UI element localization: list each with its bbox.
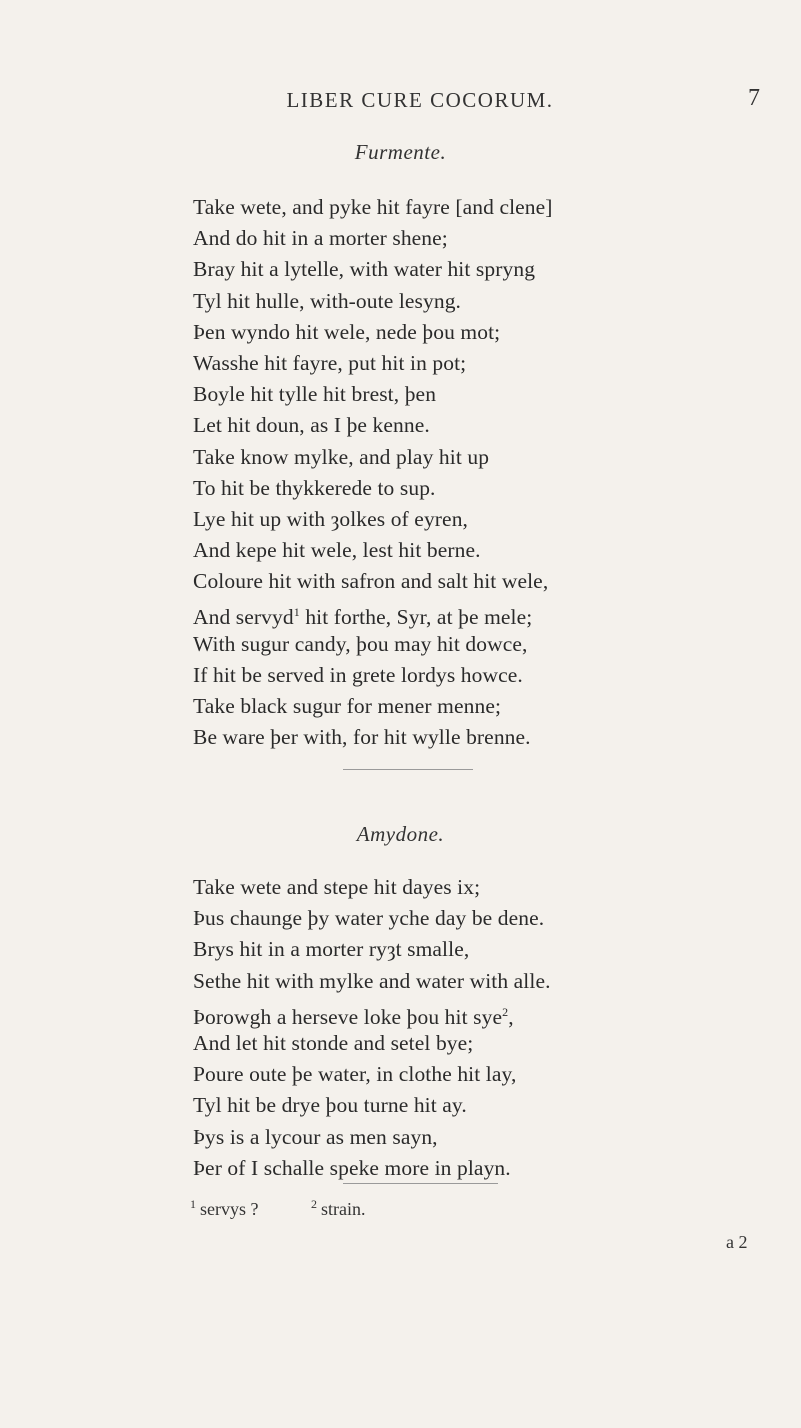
footnotes (190, 1197, 365, 1220)
verse-line-start: Þorowgh a herseve loke þou hit sye (193, 1004, 503, 1029)
verse-line: Take wete and stepe hit dayes ix; (193, 875, 481, 899)
verse-line-with-footnote (193, 597, 553, 628)
verse-line: To hit be thykkerede to sup. (193, 475, 436, 500)
verse-line: Þen wyndo hit wele, nede þou mot; (193, 319, 501, 344)
footnote-text: servys ? (200, 1199, 259, 1219)
verse-line: Lye hit up with ȝolkes of eyren, (193, 506, 469, 531)
verse-line: Take know mylke, and play hit up (193, 444, 490, 469)
verse-line: Wasshe hit fayre, put hit in pot; (193, 350, 467, 375)
verse-line: Bray hit a lytelle, with water hit spryng (193, 257, 536, 282)
recipe-title-furmente: Furmente. (354, 140, 447, 164)
verse-line: If hit be served in grete lordys howce. (193, 662, 523, 687)
footnote-rule (343, 1183, 498, 1184)
verse-line: With sugur candy, þou may hit dowce, (193, 631, 528, 656)
verse-line: Þus chaunge þy water yche day be dene. (193, 906, 545, 931)
verse-furmente (193, 192, 553, 753)
footnote-text: strain. (320, 1199, 366, 1219)
verse-line-start: And servyd (193, 605, 294, 630)
verse-line: Be ware þer with, for hit wylle brenne. (193, 725, 531, 750)
verse-line: Brys hit in a morter ryȝt smalle, (193, 937, 470, 962)
verse-line: Þys is a lycour as men sayn, (193, 1124, 438, 1149)
verse-line: And do hit in a morter shene; (193, 226, 448, 251)
verse-line: Sethe hit with mylke and water with alle. (193, 968, 551, 993)
verse-line-end: hit forthe, Syr, at þe mele; (299, 605, 533, 630)
footnote-mark: 1 (190, 1197, 196, 1211)
verse-line-with-footnote (193, 997, 551, 1028)
signature-mark: a 2 (726, 1232, 748, 1252)
verse-line: Tyl hit hulle, with-oute lesyng. (193, 288, 462, 313)
footnote-ref-1: 1 (293, 605, 300, 620)
verse-line: Let hit doun, as I þe kenne. (193, 413, 430, 438)
footnote-1 (190, 1197, 258, 1220)
running-head: LIBER CURE COCORUM. (286, 88, 554, 112)
verse-line: Þer of I schalle speke more in playn. (193, 1155, 511, 1180)
verse-line: Poure oute þe water, in clothe hit lay, (193, 1062, 517, 1087)
section-divider (343, 769, 473, 770)
verse-line: And let hit stonde and setel bye; (193, 1030, 474, 1055)
verse-line-end: , (508, 1004, 514, 1029)
verse-line: Take wete, and pyke hit fayre [and clene] (193, 195, 553, 219)
page-number: 7 (748, 85, 760, 111)
footnote-mark: 2 (310, 1197, 317, 1211)
verse-line: And kepe hit wele, lest hit berne. (193, 538, 481, 563)
recipe-title-amydone: Amydone. (356, 822, 445, 846)
footnote-2 (311, 1197, 366, 1220)
verse-amydone (193, 872, 551, 1184)
footnote-ref-2: 2 (502, 1004, 509, 1019)
verse-line: Tyl hit be drye þou turne hit ay. (193, 1093, 467, 1118)
verse-line: Boyle hit tylle hit brest, þen (193, 382, 437, 407)
verse-line: Take black sugur for mener menne; (193, 694, 502, 718)
verse-line: Coloure hit with safron and salt hit wele, (193, 569, 549, 594)
